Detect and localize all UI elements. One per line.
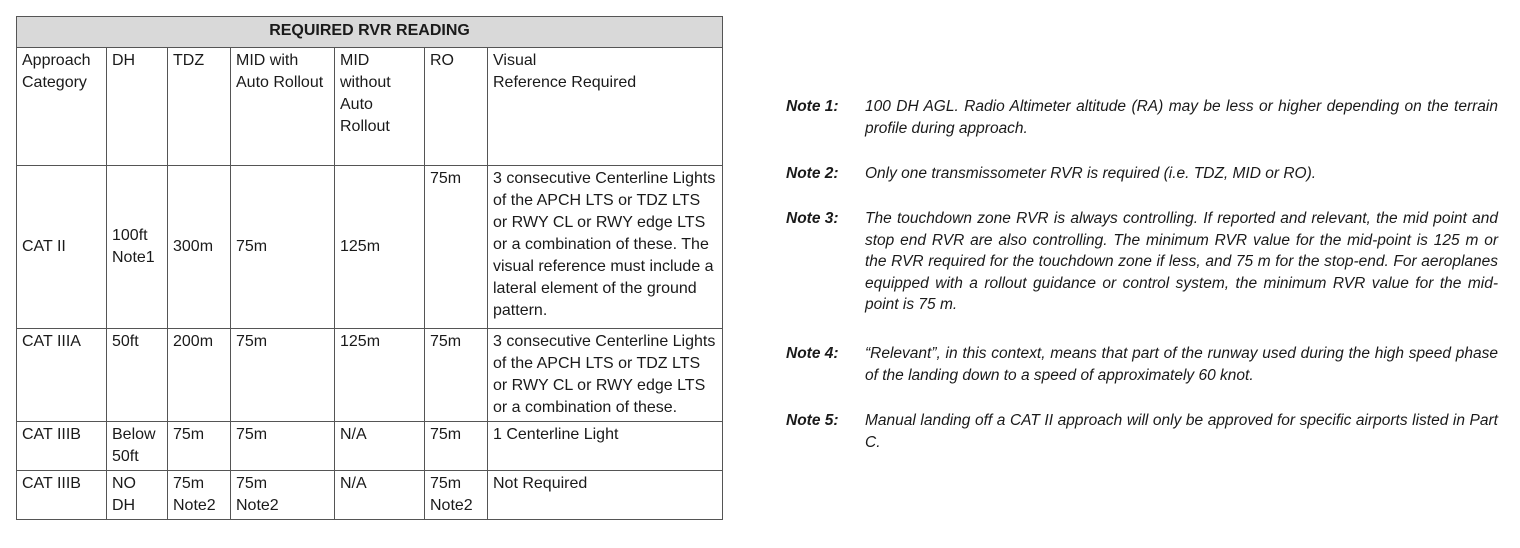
- cell-ro: 75m: [425, 422, 488, 471]
- note-3: [786, 208, 1498, 343]
- cell-visual: 3 consecutive Centerline Lights of the APCH LTS or TDZ LTS or RWY CL or RWY edge LTS or a combination of these.: [488, 329, 723, 422]
- header-row: [17, 48, 723, 166]
- cell-dh: NO DH: [107, 471, 168, 520]
- cell-ro: 75m Note2: [425, 471, 488, 520]
- rvr-table: [16, 16, 723, 520]
- header-approach-category: Approach Category: [17, 48, 107, 166]
- cell-category: CAT IIIB: [17, 422, 107, 471]
- cell-tdz: 75m: [168, 422, 231, 471]
- table-row: [17, 471, 723, 520]
- header-mid-with-auto-rollout: MID with Auto Rollout: [231, 48, 335, 166]
- table-row: [17, 166, 723, 329]
- cell-mid-auto: 75m: [231, 329, 335, 422]
- notes-section: [786, 96, 1498, 453]
- cell-mid-auto: 75m Note2: [231, 471, 335, 520]
- cell-category: CAT IIIA: [17, 329, 107, 422]
- note-label: Note 2:: [786, 165, 839, 182]
- note-label: Note 3:: [786, 210, 839, 227]
- cell-visual: 3 consecutive Centerline Lights of the APCH LTS or TDZ LTS or RWY CL or RWY edge LTS or a combination of these. The visual reference must include a lateral element of the ground pattern.: [488, 166, 723, 329]
- header-dh: DH: [107, 48, 168, 166]
- note-text: The touchdown zone RVR is always controlling. If reported and relevant, the mid point and stop end RVR are also controlling. The minimum RVR value for the mid-point is 125 m or the RVR required for the touchdown zone if less, and 75 m for the stop-end. For aeroplanes equipped with a rollout guidance or control system, the minimum RVR value for the mid- point is 75 m.: [865, 210, 1498, 313]
- cell-mid-auto: 75m: [231, 422, 335, 471]
- cell-mid-noauto: N/A: [335, 422, 425, 471]
- note-label: Note 5:: [786, 412, 839, 429]
- header-ro: RO: [425, 48, 488, 166]
- table-row: [17, 329, 723, 422]
- cell-mid-noauto: 125m: [335, 329, 425, 422]
- cell-mid-auto: 75m: [231, 166, 335, 329]
- table-title: REQUIRED RVR READING: [17, 17, 723, 48]
- note-text: Manual landing off a CAT II approach will only be approved for specific airports listed in Part C.: [865, 412, 1498, 451]
- header-mid-without-auto-rollout: MID without Auto Rollout: [335, 48, 425, 166]
- cell-ro: 75m: [425, 166, 488, 329]
- cell-mid-noauto: 125m: [335, 166, 425, 329]
- cell-ro: 75m: [425, 329, 488, 422]
- cell-tdz: 75m Note2: [168, 471, 231, 520]
- header-tdz: TDZ: [168, 48, 231, 166]
- header-visual-reference: Visual Reference Required: [488, 48, 723, 166]
- cell-tdz: 200m: [168, 329, 231, 422]
- cell-tdz: 300m: [168, 166, 231, 329]
- cell-dh: 50ft: [107, 329, 168, 422]
- cell-category: CAT II: [17, 166, 107, 329]
- note-text: Only one transmissometer RVR is required (i.e. TDZ, MID or RO).: [865, 165, 1317, 182]
- note-label: Note 1:: [786, 98, 839, 115]
- cell-mid-noauto: N/A: [335, 471, 425, 520]
- note-2: [786, 163, 1498, 208]
- table-row: [17, 422, 723, 471]
- note-label: Note 4:: [786, 345, 839, 362]
- note-text: 100 DH AGL. Radio Altimeter altitude (RA) may be less or higher depending on the terrain profile during approach.: [865, 98, 1498, 137]
- note-text: “Relevant”, in this context, means that part of the runway used during the high speed phase of the landing down to a speed of approximately 60 knot.: [865, 345, 1498, 384]
- note-4: [786, 343, 1498, 410]
- cell-visual: 1 Centerline Light: [488, 422, 723, 471]
- cell-visual: Not Required: [488, 471, 723, 520]
- cell-dh: Below 50ft: [107, 422, 168, 471]
- note-5: [786, 410, 1498, 453]
- cell-category: CAT IIIB: [17, 471, 107, 520]
- note-1: [786, 96, 1498, 163]
- cell-dh: 100ft Note1: [107, 166, 168, 329]
